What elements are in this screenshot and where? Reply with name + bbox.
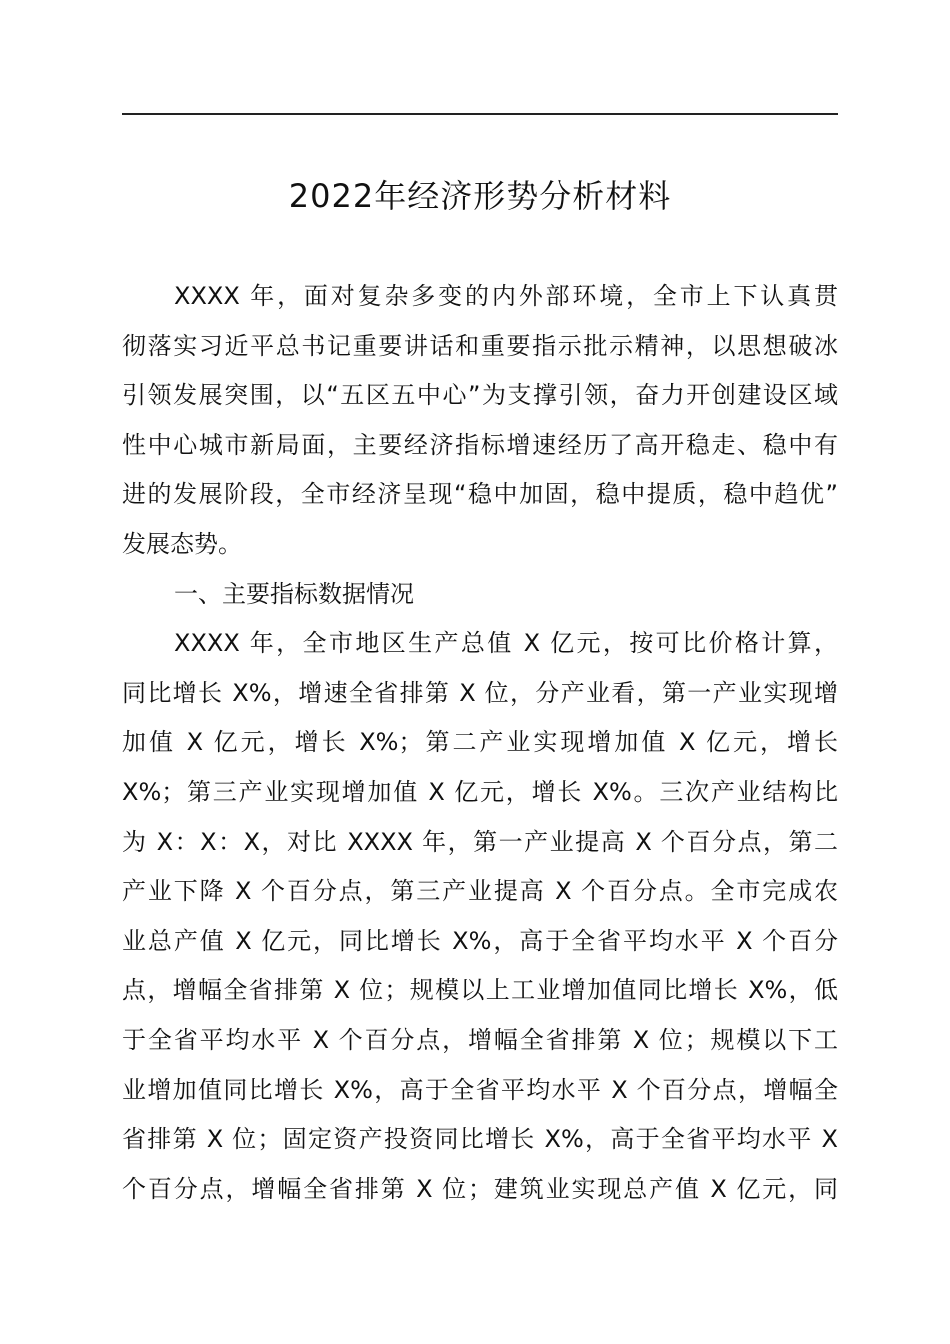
paragraph-line: 个百分点，增幅全省排第 X 位；建筑业实现总产值 X 亿元，同 (122, 1174, 838, 1203)
paragraph-line: 于全省平均水平 X 个百分点，增幅全省排第 X 位；规模以下工 (122, 1025, 838, 1054)
paragraph-line: 为 X：X：X，对比 XXXX 年，第一产业提高 X 个百分点，第二 (122, 827, 838, 856)
paragraph-line: 业增加值同比增长 X%，高于全省平均水平 X 个百分点，增幅全 (122, 1075, 838, 1104)
paragraph-line: 发展态势。 (122, 529, 242, 558)
paragraph-line: 同比增长 X%，增速全省排第 X 位，分产业看，第一产业实现增 (122, 678, 838, 707)
section-heading: 一、主要指标数据情况 (174, 579, 414, 608)
paragraph-line: XXXX 年，全市地区生产总值 X 亿元，按可比价格计算， (174, 629, 838, 658)
header-rule (122, 113, 838, 115)
paragraph-line: XXXX 年，面对复杂多变的内外部环境，全市上下认真贯 (174, 282, 838, 310)
document-title: 2022年经济形势分析材料 (288, 177, 672, 215)
paragraph-line: 省排第 X 位；固定资产投资同比增长 X%，高于全省平均水平 X (122, 1125, 838, 1154)
paragraph-line: 进的发展阶段，全市经济呈现“稳中加固，稳中提质，稳中趋优” (122, 480, 838, 509)
paragraph-line: 彻落实习近平总书记重要讲话和重要指示批示精神，以思想破冰 (122, 331, 838, 360)
paragraph-line: 加值 X 亿元，增长 X%；第二产业实现增加值 X 亿元，增长 (122, 728, 838, 757)
paragraph-line: X%；第三产业实现增加值 X 亿元，增长 X%。三次产业结构比 (122, 777, 838, 806)
paragraph-line: 业总产值 X 亿元，同比增长 X%，高于全省平均水平 X 个百分 (122, 926, 838, 955)
paragraph-line: 产业下降 X 个百分点，第三产业提高 X 个百分点。全市完成农 (122, 877, 838, 906)
paragraph-line: 性中心城市新局面，主要经济指标增速经历了高开稳走、稳中有 (122, 430, 838, 459)
paragraph-line: 引领发展突围，以“五区五中心”为支撑引领，奋力开创建设区域 (122, 381, 838, 410)
paragraph-line: 点，增幅全省排第 X 位；规模以上工业增加值同比增长 X%，低 (122, 976, 838, 1005)
document-body (122, 272, 838, 1214)
